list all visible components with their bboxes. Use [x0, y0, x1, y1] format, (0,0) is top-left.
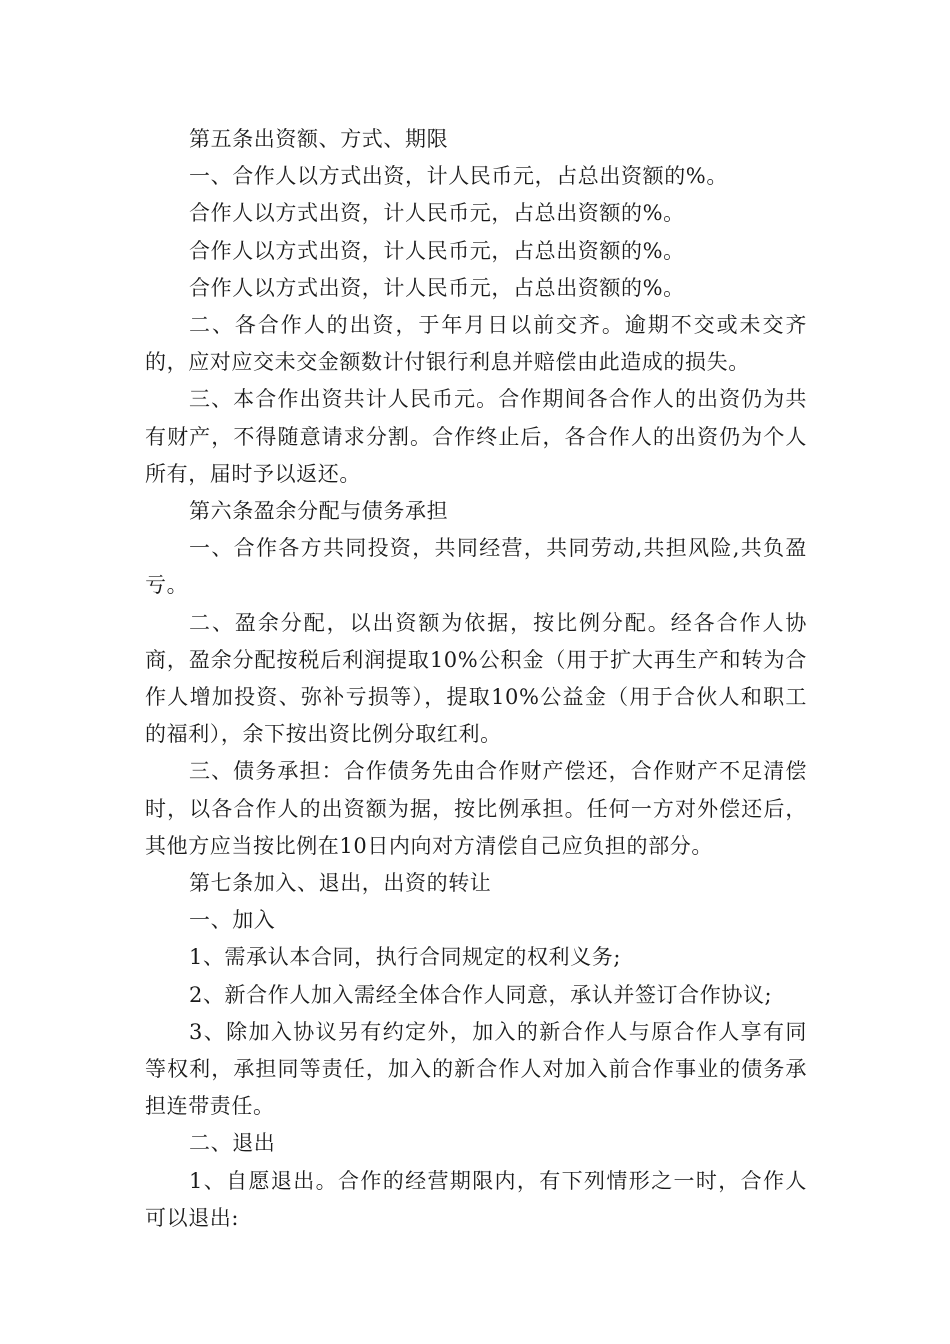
list-item: 2、新合作人加入需经全体合作人同意，承认并签订合作协议;: [189, 982, 773, 1007]
paragraph: 一、合作人以方式出资，计人民币元，占总出资额的%。: [189, 164, 728, 189]
section-heading: 二、退出: [189, 1131, 276, 1156]
paragraph: 三、债务承担：合作债务先由合作财产偿还，合作财产不足清偿时，以各合作人的出资额为据，按比例承担。任何一方对外偿还后，其他方应当按比例在10日内向对方清偿自己应负担的部分。: [145, 759, 807, 858]
paragraph: 合作人以方式出资，计人民币元，占总出资额的%。: [189, 201, 685, 226]
list-item: 1、需承认本合同，执行合同规定的权利义务;: [189, 945, 622, 970]
paragraph: 三、本合作出资共计人民币元。合作期间各合作人的出资仍为共有财产，不得随意请求分割。合作终止后，各合作人的出资仍为个人所有，届时予以返还。: [145, 387, 807, 486]
document-body: [145, 121, 807, 1237]
section-heading: 一、加入: [189, 908, 276, 933]
paragraph: 二、盈余分配，以出资额为依据，按比例分配。经各合作人协商，盈余分配按税后利润提取10%公积金（用于扩大再生产和转为合作人增加投资、弥补亏损等），提取10%公益金（用于合伙人和职工的福利），余下按出资比例分取红利。: [145, 610, 807, 747]
list-item: 1、自愿退出。合作的经营期限内，有下列情形之一时，合作人可以退出:: [145, 1168, 807, 1230]
paragraph: 一、合作各方共同投资，共同经营，共同劳动,共担风险,共负盈亏。: [145, 536, 807, 598]
paragraph: 二、各合作人的出资，于年月日以前交齐。逾期不交或未交齐的，应对应交未交金额数计付银行利息并赔偿由此造成的损失。: [145, 313, 807, 375]
article-7-heading: 第七条加入、退出，出资的转让: [189, 871, 492, 896]
paragraph: 合作人以方式出资，计人民币元，占总出资额的%。: [189, 275, 685, 300]
article-6-heading: 第六条盈余分配与债务承担: [189, 499, 449, 524]
article-5-heading: 第五条出资额、方式、期限: [189, 127, 449, 151]
list-item: 3、除加入协议另有约定外，加入的新合作人与原合作人享有同等权利，承担同等责任，加入的新合作人对加入前合作事业的债务承担连带责任。: [145, 1019, 807, 1119]
paragraph: 合作人以方式出资，计人民币元，占总出资额的%。: [189, 238, 685, 263]
